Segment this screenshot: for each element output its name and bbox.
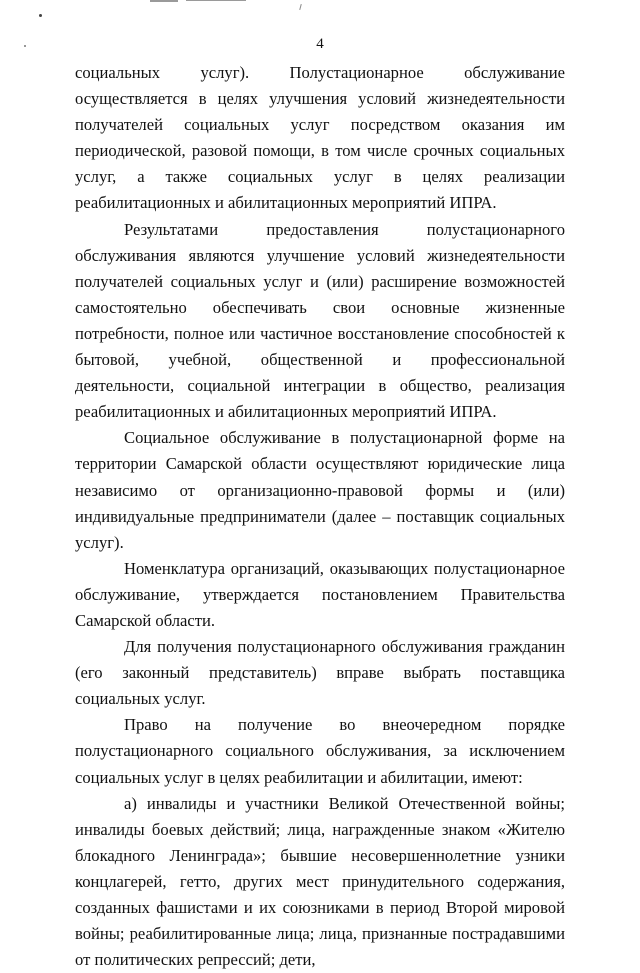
paragraph-choice: Для получения полустационарного обслуживания гражданин (его законный представитель) вправе выбрать поставщика социальных услуг.: [75, 637, 565, 709]
paragraph-item-a: а) инвалиды и участники Великой Отечественной войны; инвалиды боевых действий; лица, награжденные знаком «Жителю блокадного Ленинграда»; бывшие несовершеннолетние узники концлагерей, гетто, других мест принудительного содержания, созданных фашистами и их союзниками в период Второй мировой войны; реабилитированные лица; лица, признанные пострадавшими от политических репрессий; дети,: [75, 793, 565, 970]
paragraph-results: Результатами предоставления полустационарного обслуживания являются улучшение условий жизнедеятельности получателей социальных услуг и (или) расширение возможностей самостоятельно обеспечивать свои основные жизненные потребности, полное или частичное восстановление способностей к бытовой, учебной, общественной и профессиональной деятельности, социальной интеграции в общество, реализация реабилитационных и абилитационных мероприятий ИПРА.: [75, 219, 565, 422]
scan-artifact-line: [186, 0, 246, 1]
page-number: 4: [316, 36, 324, 52]
document-body: [75, 60, 565, 973]
paragraph-continuation: социальных услуг). Полустационарное обслуживание осуществляется в целях улучшения условий жизнедеятельности получателей социальных услуг посредством оказания им периодической, разовой помощи, в том числе срочных социальных услуг, а также социальных услуг в целях реализации реабилитационных и абилитационных мероприятий ИПРА.: [75, 63, 565, 213]
scan-artifact-dot: [39, 14, 42, 17]
paragraph-nomenclature: Номенклатура организаций, оказывающих полустационарное обслуживание, утверждается постановлением Правительства Самарской области.: [75, 558, 565, 630]
scan-artifact-line: [150, 0, 178, 2]
scan-artifact-tick: [299, 4, 302, 10]
paragraph-providers: Социальное обслуживание в полустационарной форме на территории Самарской области осуществляют юридические лица независимо от организационно-правовой формы и (или) индивидуальные предприниматели (далее – поставщик социальных услуг).: [75, 428, 565, 552]
paragraph-priority: Право на получение во внеочередном порядке полустационарного социального обслуживания, за исключением социальных услуг в целях реабилитации и абилитации, имеют:: [75, 715, 565, 787]
